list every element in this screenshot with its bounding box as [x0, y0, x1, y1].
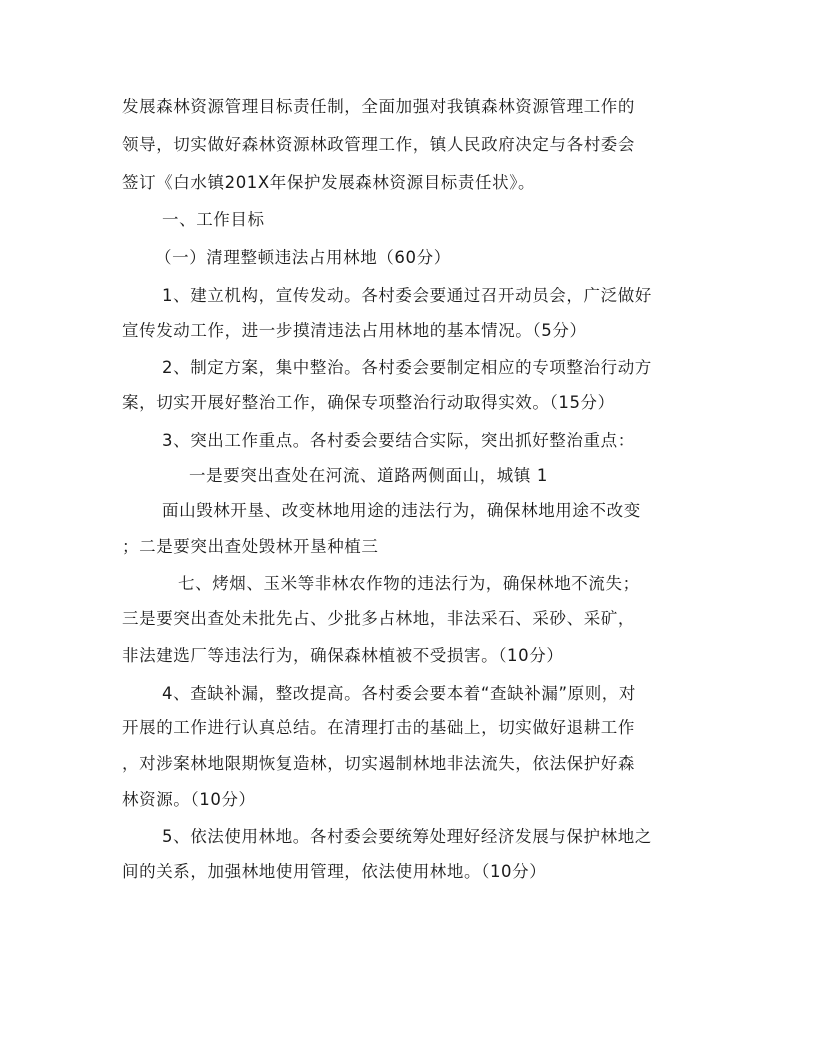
paragraph-line: 4、查缺补漏，整改提高。各村委会要本着“查缺补漏”原则，对 — [162, 684, 636, 703]
paragraph-line: 3、突出工作重点。各村委会要结合实际，突出抓好整治重点： — [162, 431, 635, 450]
paragraph-line: 宣传发动工作，进一步摸清违法占用林地的基本情况。（5分） — [122, 321, 587, 340]
paragraph-line: 发展森林资源管理目标责任制，全面加强对我镇森林资源管理工作的 — [122, 97, 635, 116]
paragraph-line: 林资源。（10分） — [122, 790, 256, 809]
paragraph-line: 三是要突出查处未批先占、少批多占林地，非法采石、采砂、采矿， — [122, 609, 635, 628]
paragraph-line: 一是要突出查处在河流、道路两侧面山，城镇 1 — [189, 466, 548, 485]
paragraph-line: 七、烤烟、玉米等非林农作物的违法行为，确保林地不流失； — [178, 574, 640, 593]
paragraph-line: 领导，切实做好森林资源林政管理工作，镇人民政府决定与各村委会 — [122, 135, 635, 154]
paragraph-line: 案，切实开展好整治工作，确保专项整治行动取得实效。（15分） — [122, 393, 615, 412]
paragraph-line: ，对涉案林地限期恢复造林，切实遏制林地非法流失，依法保护好森 — [122, 754, 635, 773]
paragraph-line: 1、建立机构，宣传发动。各村委会要通过召开动员会，广泛做好 — [162, 286, 652, 305]
paragraph-line: 2、制定方案，集中整治。各村委会要制定相应的专项整治行动方 — [162, 358, 652, 377]
paragraph-line: ；二是要突出查处毁林开垦种植三 — [122, 537, 379, 556]
paragraph-line: 非法建选厂等违法行为，确保森林植被不受损害。（10分） — [122, 646, 564, 665]
paragraph-line: 开展的工作进行认真总结。在清理打击的基础上，切实做好退耕工作 — [122, 718, 635, 737]
paragraph-line: 面山毁林开垦、改变林地用途的违法行为，确保林地用途不改变 — [162, 501, 641, 520]
paragraph-line: 5、依法使用林地。各村委会要统筹处理好经济发展与保护林地之 — [162, 827, 652, 846]
paragraph-line: 签订《白水镇201X年保护发展森林资源目标责任状》。 — [122, 173, 536, 192]
section-heading: 一、工作目标 — [162, 210, 265, 229]
subsection-heading: （一）清理整顿违法占用林地（60分） — [155, 248, 451, 267]
paragraph-line: 间的关系，加强林地使用管理，依法使用林地。（10分） — [122, 862, 547, 881]
